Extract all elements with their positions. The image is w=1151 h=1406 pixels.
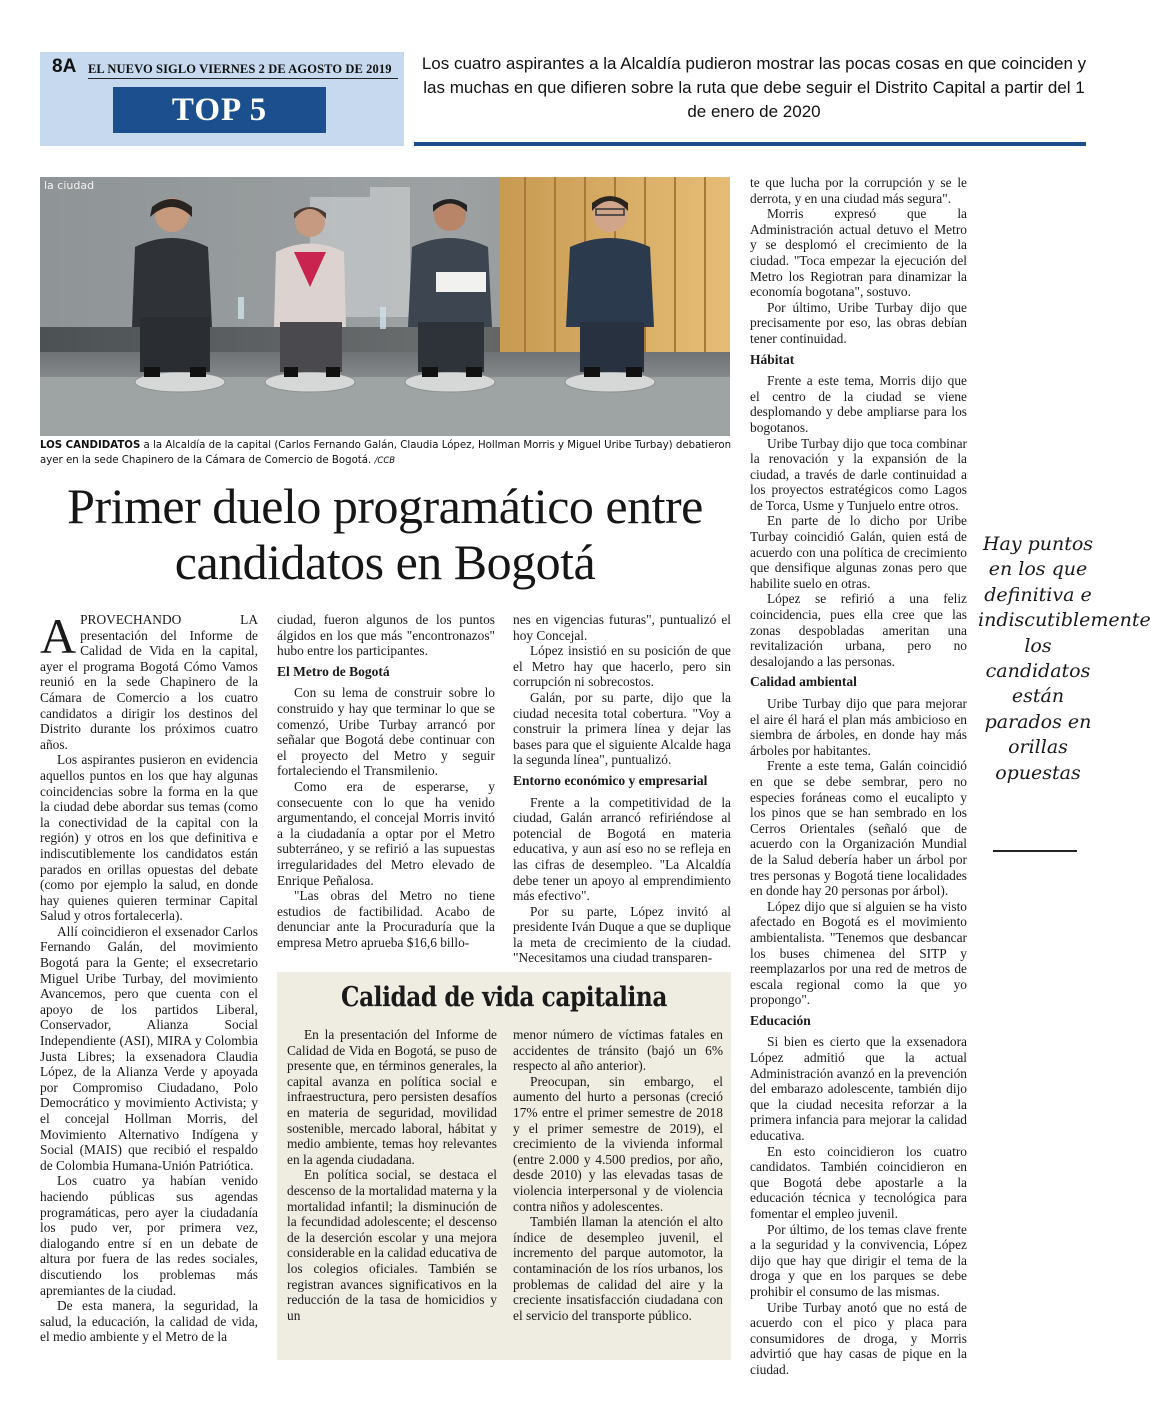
paragraph: En la presentación del Informe de Calidad de Vida en Bogotá, se puso de presente que, en términos generales, la capital avanza en política social e infraestructura, pero persisten desafíos en materia de seguridad, movilidad sostenible, mercado laboral, hábitat y medio ambiente, temas hoy relevantes en la agenda ciudadana. [287,1027,497,1167]
paragraph: López insistió en su posición de que el Metro hay que hacerlo, pero sin corrupción ni sobrecostos. [513,643,731,690]
paragraph: ciudad, fueron algunos de los puntos álgidos en los que más "encontronazos" hubo entre los participantes. [277,612,495,659]
caption-text: a la Alcaldía de la capital (Carlos Fernando Galán, Claudia López, Hollman Morris y Miguel Uribe Turbay) debatieron ayer en la sede Chapinero de la Cámara de Comercio de Bogotá. [40,440,732,466]
pull-quote: Hay puntos en los que definitiva e indiscutiblemente los candidatos están parados en orillas opuestas [978,533,1151,784]
paragraph: López se refirió a una feliz coincidencia, pues ella cree que las zonas despobladas ameritan una revitalización urbana, pero no desalojando a las personas. [750,591,967,669]
paragraph: "Las obras del Metro no tiene estudios de factibilidad. Acabo de denunciar ante la Procuraduría que la empresa Metro aprueba $16,6 billo- [277,888,495,950]
subhead-habitat: Hábitat [750,351,795,367]
summary-deck: Los cuatro aspirantes a la Alcaldía pudieron mostrar las pocas cosas en que coinciden y las muchas en que difieren sobre la ruta que debe seguir el Distrito Capital a partir del 1 de enero de 2020 [421,54,1087,121]
paragraph: Por último, de los temas clave frente a la seguridad y la convivencia, López dijo que hay que dirigir el tema de la droga y que en los parques se debe prohibir el consumo de las mismas. [750,1221,967,1299]
article-column-1 [40,608,258,1358]
paragraph: Morris expresó que la Administración actual detuvo el Metro y se desplomó el crecimiento de la ciudad. "Toca empezar la ejecución del Metro los Regiotran para dinamizar la economía bogotana", sostuvo. [750,206,967,300]
paragraph: Frente a este tema, Galán coincidió en que se debe sembrar, pero no especies foráneas como el eucalipto y los pinos que se han sembrado en los Cerros Orientales (señaló que de acuerdo con la Organización Mundial de la Salud debería haber un árbol por tres personas y Bogotá tiene localidades en donde hay 20 personas por árbol). [750,758,967,899]
section-badge: TOP 5 [113,87,326,133]
photo-illustration [40,177,730,436]
candidates-photo [40,177,730,436]
paragraph: Con su lema de construir sobre lo construido y hay que terminar lo que se comenzó, Uribe Turbay arrancó por señalar que Bogotá debe continuar con el proyecto del Metro y seguir fortaleciendo el Transmilenio. [277,685,495,779]
article-column-4 [750,175,967,1377]
subhead-ambiental: Calidad ambiental [750,674,857,690]
paragraph: te que lucha por la corrupción y se le derrota, y en una ciudad más segura". [750,175,967,206]
article-column-2 [277,612,495,956]
paragraph: En esto coincidieron los cuatro candidatos. También coincidieron en que Bogotá debe apostarle a la educación técnica y tecnológica para fomentar el empleo juvenil. [750,1143,967,1221]
summary-rule [414,142,1086,146]
paragraph: López dijo que si alguien se ha visto afectado en Bogotá es el movimiento ambientalista. "Tenemos que desbancar los buses chimenea del SITP y reemplazarlos por una red de metros de escala regional como la que yo propongo". [750,898,967,1008]
sidebar-column-1 [287,1027,497,1347]
subhead-economia: Entorno económico y empresarial [513,772,708,788]
drop-cap: A [40,608,77,664]
paragraph: Uribe Turbay anotó que no está de acuerdo con el pico y placa para consumidores de droga, y Morris advirtió que hay casas de pique en la ciudad. [750,1299,967,1377]
paragraph: También llaman la atención el alto índice de desempleo juvenil, el incremento del parque automotor, la contaminación de los ríos urbanos, los problemas de calidad del aire y la creciente insatisfacción ciudadana con el servicio del transporte público. [513,1214,723,1323]
paragraph: Uribe Turbay dijo que para mejorar el aire él hará el plan más ambicioso en siembra de árboles, en donde hay más árboles por habitantes. [750,696,967,758]
paragraph: En parte de lo dicho por Uribe Turbay coincidió Galán, quien está de acuerdo con una política de crecimiento que densifique algunas zonas pero que habilite suelo en otras. [750,513,967,591]
paper-dateline: EL NUEVO SIGLO VIERNES 2 DE AGOSTO DE 2019 [88,62,392,76]
paragraph: En política social, se destaca el descenso de la mortalidad materna y la mortalidad infantil; la disminución de la fecundidad adolescente; el descenso de la deserción escolar y una mejora considerable en la calidad educativa de los colegios oficiales. También se registran avances significativos en la reducción de la tasa de homicidios y un [287,1167,497,1323]
sidebar-column-2 [513,1027,723,1347]
paragraph: Uribe Turbay dijo que toca combinar la renovación y la expansión de la ciudad, a través de darle continuidad a los proyectos estratégicos como Lagos de Torca, Usme y Tunjuelo entre otros. [750,435,967,513]
paragraph: Frente a la competitividad de la ciudad, Galán arrancó refiriéndose al potencial de Bogotá en materia educativa, y aun así eso no se refleja en las cifras de desempleo. "La Alcaldía debe tener un apoyo al emprendimiento más efectivo". [513,794,731,904]
paragraph: Los cuatro ya habían venido haciendo públicas sus agendas programáticas, pero ayer la ciudadanía los pudo ver, por primera vez, dialogando entre sí en un debate de altura por fuera de las redes sociales, discutiendo los problemas más apremiantes de la ciudad. [40,1173,258,1298]
headline: Primer duelo programático entre candidatos en Bogotá [67,478,703,590]
page-number: 8A [52,56,77,77]
paragraph: Como era de esperarse, y consecuente con lo que ha venido argumentando, el concejal Morris invitó a la ciudadanía a optar por el Metro subterráneo, y se refirió a las supuestas irregularidades del Metro elevado de Enrique Peñalosa. [277,778,495,888]
lead-paragraph: presentación del Informe de Calidad de Vida en la capital, ayer el programa Bogotá Cómo Vamos reunió en la sede Chapinero de la Cámara de Comercio a los cuatro candidatos a dirigir los destinos del Distrito durante los próximos cuatro años. [40,627,258,752]
paragraph: De esta manera, la seguridad, la salud, la educación, la calidad de vida, el medio ambiente y el Metro de la [40,1298,258,1345]
paragraph: Por su parte, López invitó al presidente Iván Duque a que se duplique la meta de crecimiento de la ciudad. "Necesitamos una ciudad transparen- [513,903,731,966]
paragraph: Allí coincidieron el exsenador Carlos Fernando Galán, del movimiento Bogotá para la Gente; el exsecretario Miguel Uribe Turbay, del movimiento Avancemos, pero que cuenta con el apoyo de los partidos Liberal, Conservador, Alianza Social Independiente (ASI), MIRA y Colombia Justa Libres; la exsenadora Claudia López, de la Alianza Verde y apoyada por Compromiso Ciudadano, Polo Democrático y movimiento Activista; y el concejal Hollman Morris, del Movimiento Alternativo Indígena y Social (MAIS) que recibió el respaldo de Colombia Humana-Unión Patriótica. [40,923,258,1173]
sidebar-title: Calidad de vida capitalina [341,982,667,1013]
lead-caps: PROVECHANDO LA [80,612,258,627]
subhead-metro: El Metro de Bogotá [277,663,390,679]
paragraph: Preocupan, sin embargo, el aumento del hurto a personas (creció 17% entre el primer semestre de 2018 y el primer semestre de 2019), el crecimiento de la vivienda informal (entre 2.000 y 4.500 predios, por año, desde 2010) y las elevadas tasas de violencia interpersonal y de violencia contra niños y adolescentes. [513,1073,723,1214]
caption-lead: LOS CANDIDATOS [40,440,141,451]
paragraph: Frente a este tema, Morris dijo que el centro de la ciudad se viene desplomando y debe ampliarse para los bogotanos. [750,373,967,435]
screen-text: la ciudad [44,179,95,192]
pull-quote-rule [993,850,1077,852]
article-column-3 [513,612,731,966]
paragraph: Si bien es cierto que la exsenadora López admitió que la actual Administración avanzó en la prevención del embarazo adolescente, también dijo que la ciudad necesita reforzar a la primera infancia para mejorar la calidad educativa. [750,1034,967,1144]
caption-credit: /CCB [374,455,396,466]
paragraph: Por último, Uribe Turbay dijo que precisamente por eso, las obras debían tener continuidad. [750,299,967,346]
paragraph: nes en vigencias futuras", puntualizó el hoy Concejal. [513,612,731,643]
paragraph: menor número de víctimas fatales en accidentes de tránsito (bajó un 6% respecto al año anterior). [513,1027,723,1074]
paragraph: Los aspirantes pusieron en evidencia aquellos puntos en los que hay algunas coincidencias sobre la forma en la que la ciudad debe abordar sus temas (como la conectividad de la capital con la región) y otros en los que definitiva e indiscutiblemente los candidatos están parados en orillas opuestas del debate (como por ejemplo la salud, en donde hay quienes quieren terminar Capital Salud y otros fortalecerla). [40,752,258,924]
paragraph: Galán, por su parte, dijo que la ciudad necesita total cobertura. "Voy a construir la primera línea y dejar las bases para que el siguiente Alcalde haga la segunda línea", puntualizó. [513,689,731,768]
photo-caption [40,439,732,468]
subhead-educacion: Educación [750,1012,811,1028]
header-rule [88,78,398,79]
